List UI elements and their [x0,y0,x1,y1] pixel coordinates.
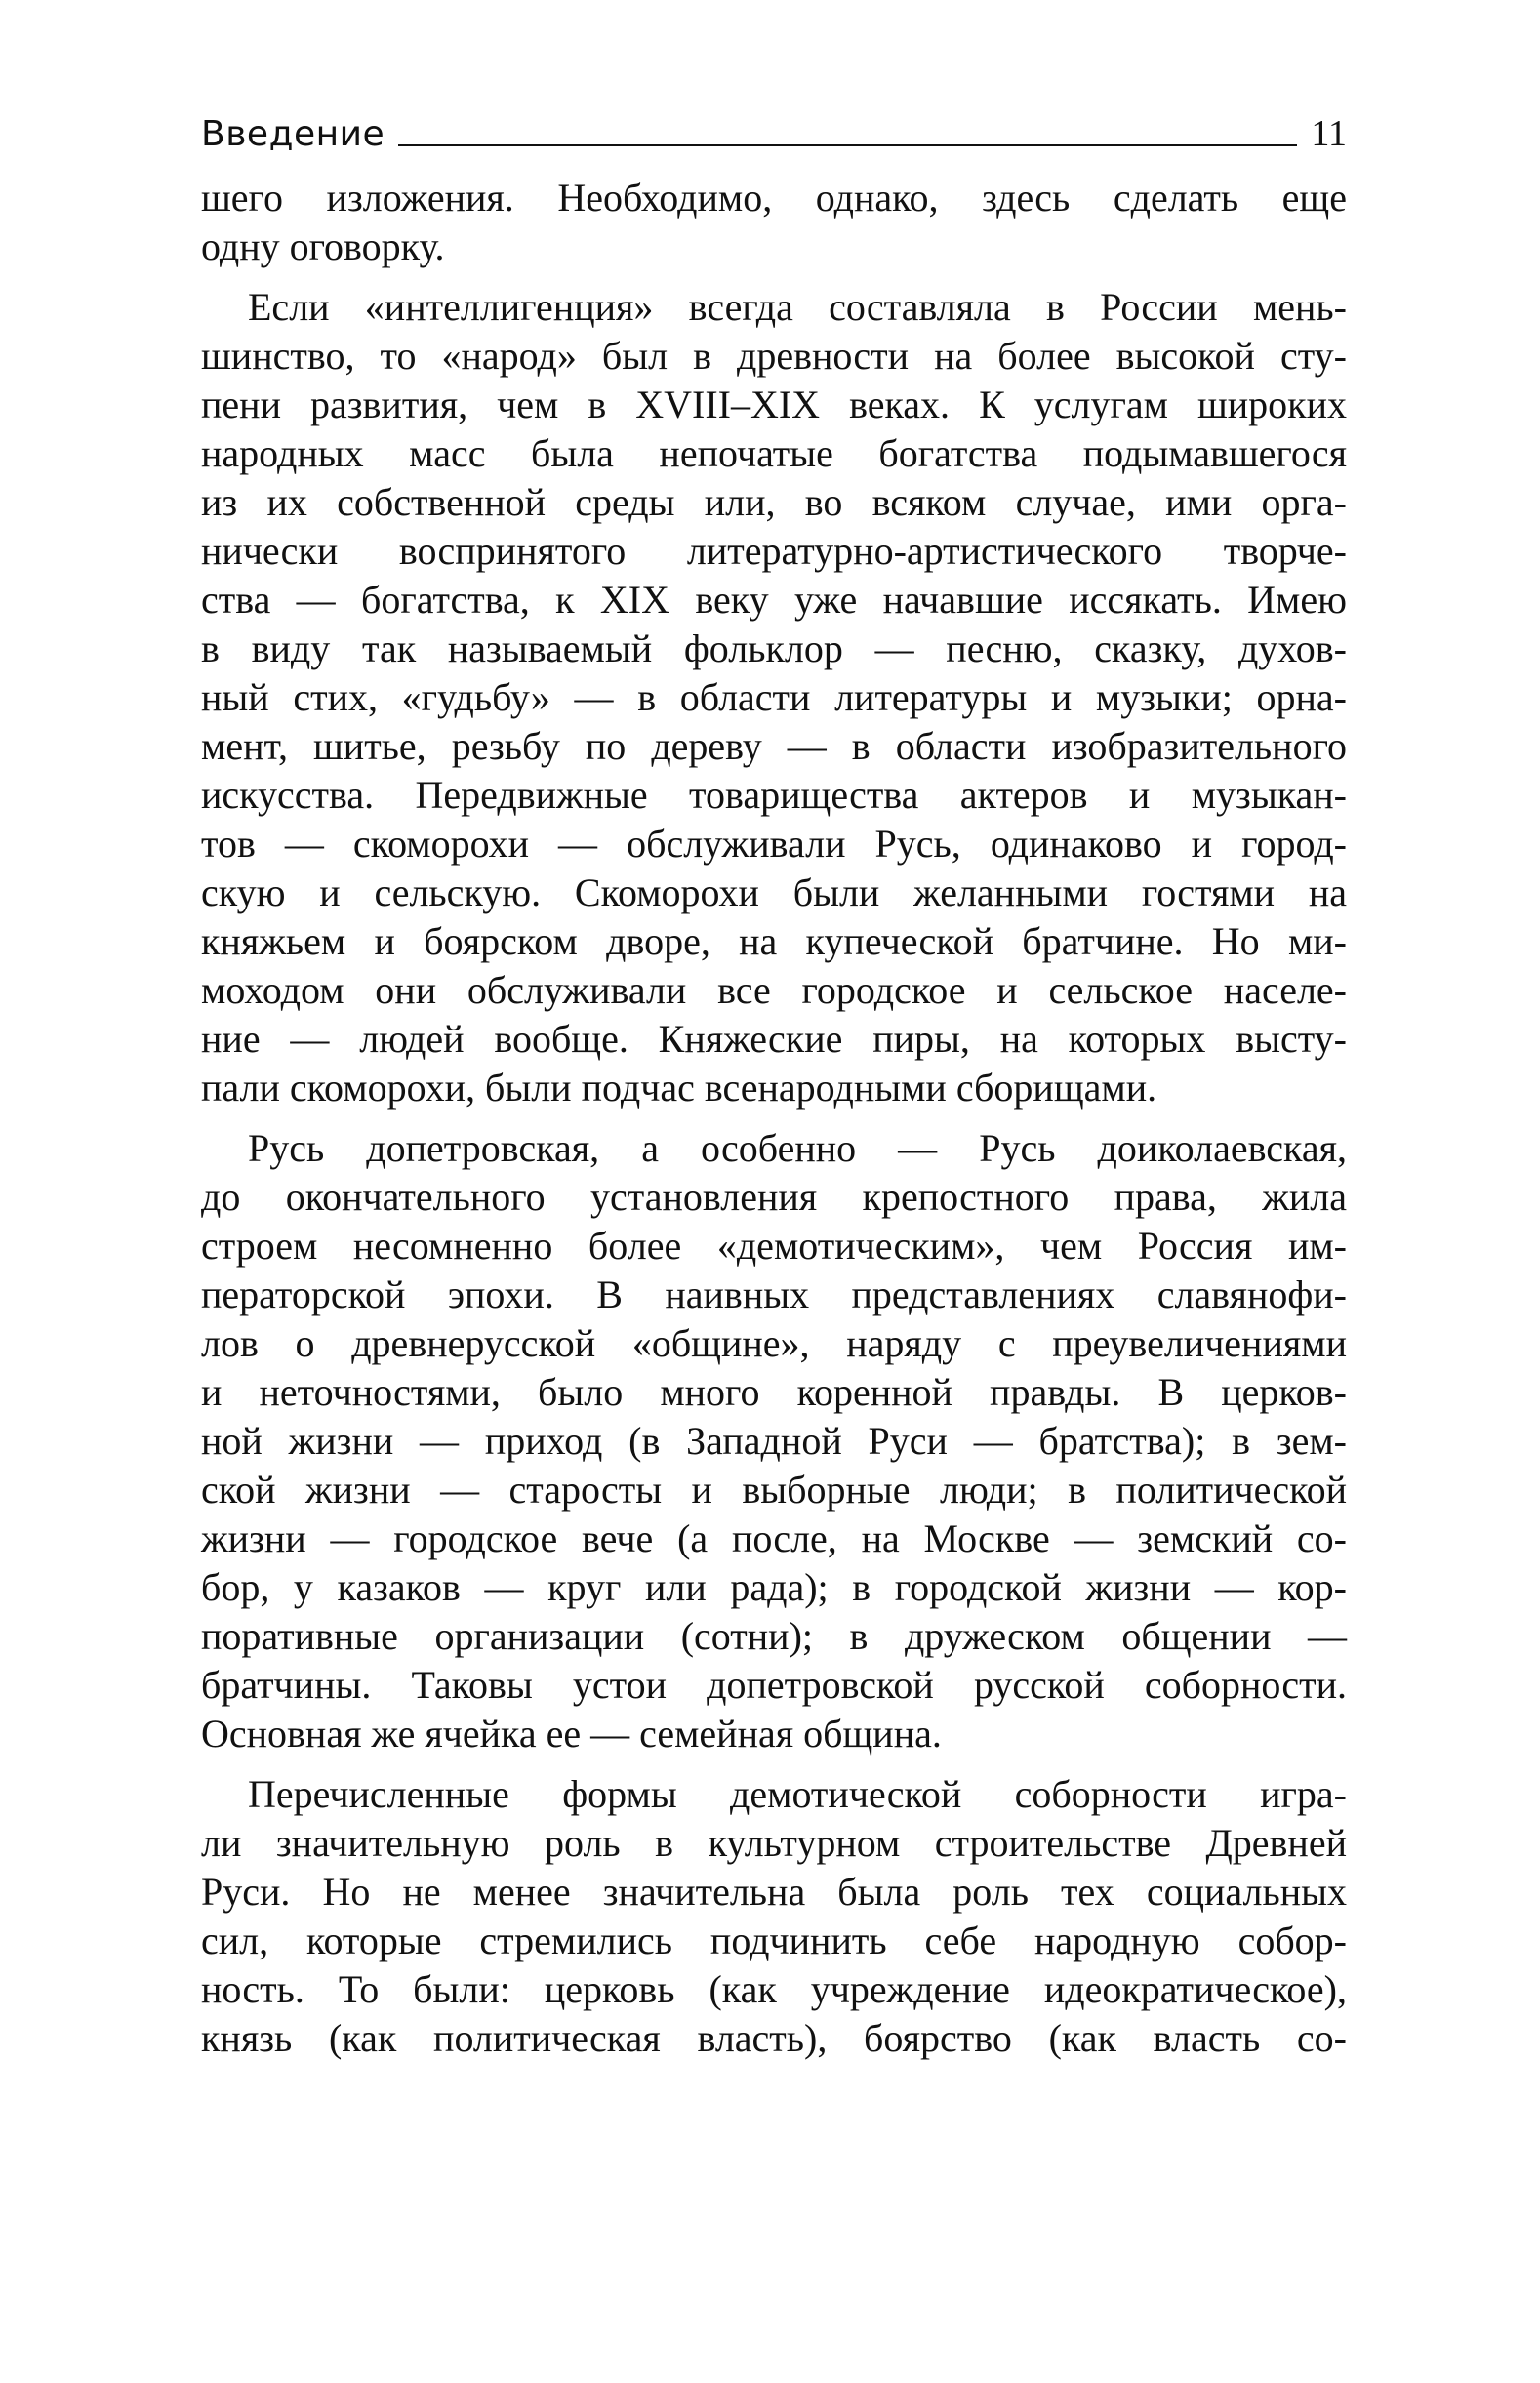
text-line: мент, шитье, резьбу по дереву — в области изобразительного [201,724,1347,768]
text-line: моходом они обслуживали все городское и сельское населе- [201,968,1347,1012]
page-number: 11 [1311,113,1347,154]
text-line: нически воспринятого литературно-артистического творче- [201,529,1347,573]
text-line: ператорской эпохи. В наивных представлениях славянофи- [201,1272,1347,1316]
text-line: тов — скоморохи — обслуживали Русь, одинаково и город- [201,822,1347,866]
text-line: братчины. Таковы устои допетровской русской соборности. [201,1663,1347,1707]
text-line: Русь допетровская, а особенно — Русь доиколаевская, [248,1126,1347,1170]
text-line: искусства. Передвижные товарищества актеров и музыкан- [201,773,1347,817]
header-rule [398,144,1297,146]
paragraph [201,283,1347,1112]
running-header [201,98,1347,152]
text-line: ли значительную роль в культурном строительстве Древней [201,1821,1347,1865]
text-line: Если «интеллигенция» всегда составляла в России мень- [248,285,1347,329]
text-line: Перечисленные формы демотической соборности игра- [248,1772,1347,1816]
text-line: шинство, то «народ» был в древности на более высокой сту- [201,334,1347,378]
text-line: из их собственной среды или, во всяком случае, ими орга- [201,480,1347,524]
text-line: ный стих, «гудьбу» — в области литературы и музыки; орна- [201,675,1347,719]
paragraph [201,174,1347,271]
text-line: поративные организации (сотни); в дружеском общении — [201,1614,1347,1658]
text-line: скую и сельскую. Скоморохи были желанными гостями на [201,870,1347,914]
text-line: бор, у казаков — круг или рада); в городской жизни — кор- [201,1565,1347,1609]
text-line: народных масс была непочатые богатства подымавшегося [201,431,1347,475]
text-line: ской жизни — старосты и выборные люди; в политической [201,1468,1347,1512]
paragraph [201,1124,1347,1758]
text-line: князь (как политическая власть), боярство (как власть со- [201,2016,1347,2060]
text-line: ность. То были: церковь (как учреждение идеократическое), [201,1967,1347,2011]
text-line: жизни — городское вече (а после, на Москве — земский со- [201,1516,1347,1560]
text-line: и неточностями, было много коренной правды. В церков- [201,1370,1347,1414]
text-line: лов о древнерусской «общине», наряду с преувеличениями [201,1321,1347,1365]
text-line: ной жизни — приход (в Западной Руси — братства); в зем- [201,1419,1347,1463]
text-line: шего изложения. Необходимо, однако, здесь сделать еще [201,176,1347,220]
section-title: Введение [201,114,385,154]
text-line: княжьем и боярском дворе, на купеческой братчине. Но ми- [201,919,1347,963]
text-line: сил, которые стремились подчинить себе народную собор- [201,1919,1347,1962]
text-line: ние — людей вообще. Княжеские пиры, на которых высту- [201,1017,1347,1061]
text-line: одну оговорку. [201,224,445,268]
text-line: ства — богатства, к XIX веку уже начавшие иссякать. Имею [201,578,1347,622]
text-line: до окончательного установления крепостного права, жила [201,1175,1347,1219]
paragraph [201,1770,1347,2063]
text-line: пени развития, чем в XVIII–XIX веках. К услугам широких [201,383,1347,426]
text-line: Основная же ячейка ее — семейная община. [201,1712,942,1756]
text-line: Руси. Но не менее значительна была роль тех социальных [201,1870,1347,1914]
text-line: строем несомненно более «демотическим», чем Россия им- [201,1224,1347,1268]
text-line: в виду так называемый фольклор — песню, сказку, духов- [201,626,1347,670]
text-line: пали скоморохи, были подчас всенародными сборищами. [201,1066,1157,1110]
body-text [201,174,1347,2075]
